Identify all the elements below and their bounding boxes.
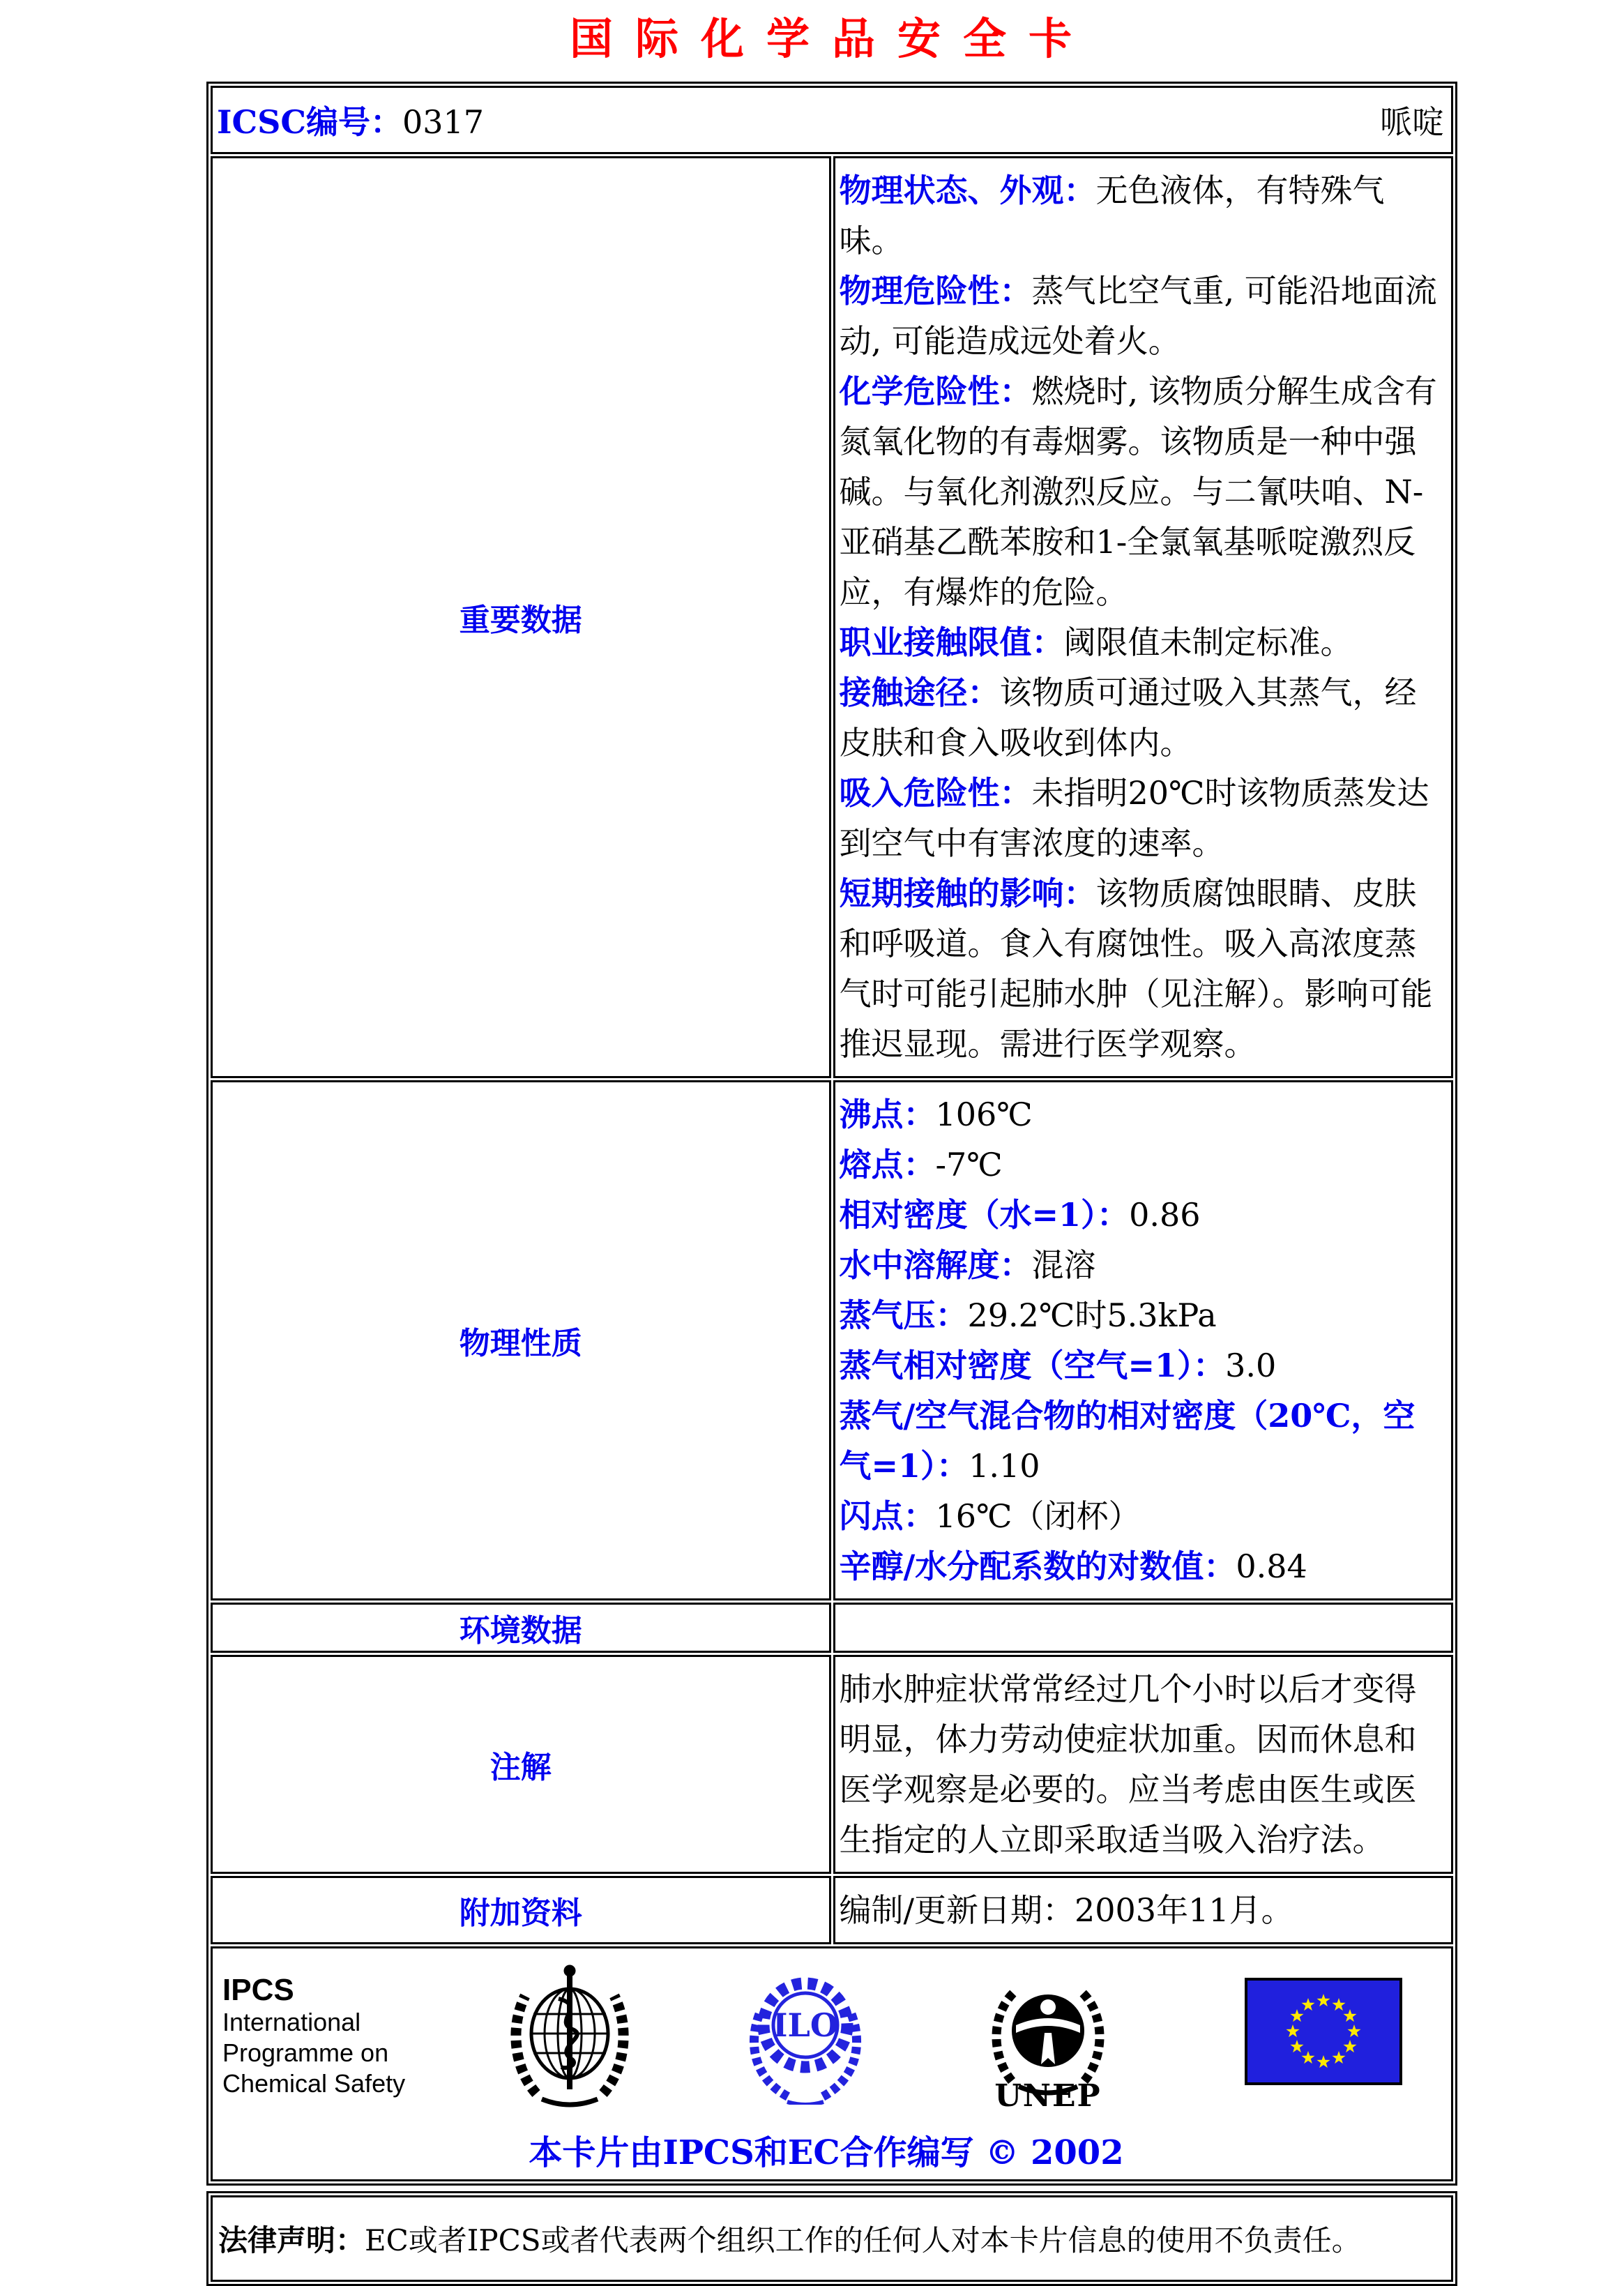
physical-properties-row	[211, 1080, 1453, 1600]
icsc-number-value: 0317	[402, 103, 485, 141]
ilo-logo-icon	[744, 1965, 867, 2107]
row-label-additional-info: 附加资料	[211, 1876, 831, 1944]
physical-properties-content	[833, 1080, 1454, 1600]
notes-row	[211, 1655, 1453, 1874]
unep-logo-text: UNEP	[994, 2078, 1102, 2113]
data-item: 化学危险性：燃烧时, 该物质分解生成含有氮氧化物的有毒烟雾。该物质是一种中强碱。与氧化剂激烈反应。与二氰呋咱、N-亚硝基乙酰苯胺和1-全氯氧基哌啶激烈反应，有爆炸的危险。	[839, 372, 1437, 611]
page-title: 国际化学品安全卡	[569, 13, 1094, 64]
legal-notice-table	[206, 2191, 1457, 2286]
ipcs-line: International	[222, 2008, 361, 2036]
chemical-name: 哌啶	[1380, 103, 1444, 141]
additional-info-text: 编制/更新日期：2003年11月。	[839, 1891, 1293, 1929]
who-logo-icon	[506, 1962, 634, 2110]
important-data-row	[211, 156, 1453, 1078]
additional-info-row	[211, 1876, 1453, 1944]
legal-notice-text: EC或者IPCS或者代表两个组织工作的任何人对本卡片信息的使用不负责任。	[365, 2223, 1361, 2257]
data-item: 闪点：16℃（闭杯）	[839, 1497, 1141, 1535]
data-item: 蒸气压：29.2℃时5.3kPa	[839, 1296, 1217, 1334]
environmental-data-content	[833, 1603, 1454, 1653]
notes-text: 肺水肿症状常常经过几个小时以后才变得明显，体力劳动使症状加重。因而休息和医学观察是必要的。应当考虑由医生或医生指定的人立即采取适当吸入治疗法。	[839, 1670, 1417, 1859]
notes-content	[833, 1655, 1454, 1874]
data-item: 相对密度（水=1）：0.86	[839, 1196, 1201, 1234]
data-item: 物理状态、外观：无色液体，有特殊气味。	[839, 172, 1385, 259]
icsc-main-table	[206, 82, 1457, 2186]
credit-line: 本卡片由IPCS和EC合作编写 © 2002	[529, 2133, 1124, 2172]
data-item: 短期接触的影响：该物质腐蚀眼睛、皮肤和呼吸道。食入有腐蚀性。吸入高浓度蒸气时可能引起肺水肿（见注解）。影响可能推迟显现。需进行医学观察。	[839, 875, 1433, 1063]
data-item: 吸入危险性：未指明20℃时该物质蒸发达到空气中有害浓度的速率。	[839, 774, 1429, 862]
icsc-number-label: ICSC编号：	[217, 103, 402, 141]
data-item: 蒸气/空气混合物的相对密度（20℃，空气=1）：1.10	[839, 1397, 1416, 1485]
data-item: 沸点：106℃	[839, 1096, 1033, 1133]
data-item: 蒸气相对密度（空气=1）：3.0	[839, 1347, 1277, 1384]
ilo-logo-text: ILO	[773, 2006, 838, 2044]
important-data-content	[833, 156, 1454, 1078]
ipcs-title: IPCS	[222, 1973, 294, 2007]
ipcs-line: Chemical Safety	[222, 2069, 406, 2098]
additional-info-content	[833, 1876, 1454, 1944]
environmental-data-row	[211, 1603, 1453, 1653]
row-label-environmental-data: 环境数据	[211, 1603, 831, 1653]
icsc-card-page	[0, 4, 1624, 2257]
data-item: 物理危险性：蒸气比空气重, 可能沿地面流动, 可能造成远处着火。	[839, 272, 1437, 360]
icsc-number-group	[217, 97, 484, 143]
row-label-physical-properties: 物理性质	[211, 1080, 831, 1600]
data-item: 辛醇/水分配系数的对数值：0.84	[839, 1547, 1307, 1585]
unep-logo-icon	[980, 1964, 1116, 2116]
footer-row	[211, 1946, 1453, 2181]
ipcs-line: Programme on	[222, 2038, 389, 2067]
data-item: 职业接触限值：阈限值未制定标准。	[839, 623, 1353, 661]
row-label-important-data: 重要数据	[211, 156, 831, 1078]
header-row	[211, 86, 1453, 154]
ipcs-text-block	[222, 1974, 425, 2099]
eu-flag-icon	[1245, 1978, 1402, 2085]
data-item: 水中溶解度：混溶	[839, 1246, 1096, 1284]
data-item: 熔点：-7℃	[839, 1146, 1003, 1183]
legal-notice-row	[211, 2195, 1453, 2282]
legal-notice-label: 法律声明：	[218, 2223, 365, 2257]
row-label-notes: 注解	[211, 1655, 831, 1874]
legal-notice	[218, 2218, 1444, 2259]
data-item: 接触途径：该物质可通过吸入其蒸气，经皮肤和食入吸收到体内。	[839, 674, 1417, 762]
